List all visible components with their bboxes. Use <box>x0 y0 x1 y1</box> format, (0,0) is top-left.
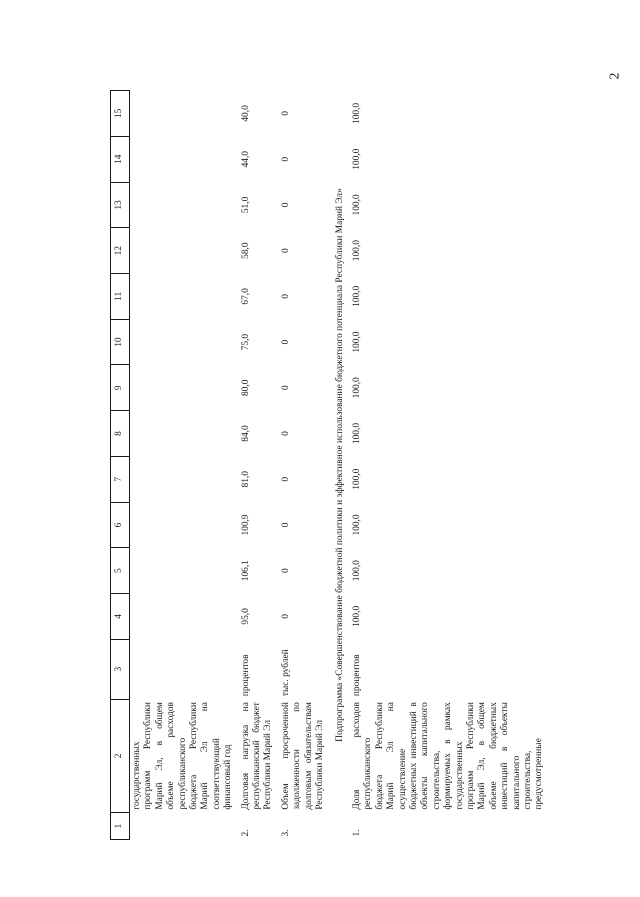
value-cell: 0 <box>280 568 291 574</box>
value-cell: 0 <box>280 476 291 482</box>
column-header: 8 <box>111 411 130 457</box>
value-cell <box>130 365 239 411</box>
row-number: 1. <box>351 829 362 837</box>
unit: тыс. рублей <box>280 649 291 697</box>
value-cell: 84,0 <box>240 425 251 442</box>
value-cell: 58,0 <box>240 242 251 259</box>
value-cell: 0 <box>280 339 291 345</box>
value-cell: 95,0 <box>240 608 251 625</box>
indicator-name: Объем просроченной задолженности по долговым обязательствам Республики Марий Эл <box>280 702 326 810</box>
column-header: 3 <box>111 639 130 699</box>
unit: процентов <box>240 654 251 697</box>
value-cell <box>130 91 239 137</box>
value-cell: 0 <box>280 385 291 391</box>
value-cell: 51,0 <box>240 196 251 214</box>
value-cell: 0 <box>280 614 291 619</box>
value-cell: 100,0 <box>351 422 362 445</box>
column-header: 10 <box>111 319 130 365</box>
column-header: 7 <box>111 456 130 502</box>
value-cell <box>130 136 239 182</box>
value-cell <box>130 502 239 548</box>
page-number: 2 <box>607 72 623 80</box>
table-row <box>239 91 279 840</box>
subprogram-title: Подпрограмма «Совершенствование бюджетной политики и эффективное использование бюджетного потенциала Республики Марий Эл» <box>334 188 345 742</box>
unit: процентов <box>351 654 362 697</box>
column-number-header <box>111 91 130 840</box>
value-cell: 100,0 <box>351 377 362 399</box>
value-cell: 100,0 <box>351 148 362 170</box>
value-cell: 40,0 <box>240 105 251 122</box>
column-header: 11 <box>111 274 130 320</box>
value-cell: 100,0 <box>351 285 362 307</box>
unit <box>130 639 239 699</box>
column-header: 2 <box>111 699 130 813</box>
value-cell: 67,0 <box>240 288 251 305</box>
indicator-name: Доля расходов республиканского бюджета Республики Марий Эл на осуществление бюджетных инвестиций в объекты капитального строительства, формируемых в рамках государственных программ Республики Марий Эл, в общем объеме бюджетных инвестиций в объекты капитального строительства, предусмотренные <box>351 702 545 810</box>
value-cell: 80,0 <box>240 379 251 397</box>
value-cell <box>130 274 239 320</box>
value-cell: 0 <box>280 294 291 299</box>
indicator-name: государственных программ Республики Марий Эл, в общем объеме расходов республиканского бюджета Республики Марий Эл на соответствующий финансовый год <box>132 702 234 810</box>
table-row <box>350 91 550 840</box>
subprogram-row <box>331 91 350 840</box>
value-cell <box>130 182 239 228</box>
value-cell: 75,0 <box>240 333 251 351</box>
value-cell: 100,0 <box>351 331 362 353</box>
value-cell <box>130 411 239 457</box>
value-cell: 0 <box>280 522 291 528</box>
column-header: 14 <box>111 136 130 182</box>
column-header: 15 <box>111 91 130 137</box>
column-header: 13 <box>111 182 130 228</box>
value-cell: 100,0 <box>351 605 362 627</box>
value-cell: 0 <box>280 248 291 253</box>
value-cell: 100,0 <box>351 194 362 216</box>
value-cell: 100,0 <box>351 102 362 124</box>
value-cell <box>130 594 239 640</box>
value-cell <box>130 319 239 365</box>
value-cell <box>130 456 239 502</box>
column-header: 6 <box>111 502 130 548</box>
row-number <box>130 813 239 840</box>
column-header: 5 <box>111 548 130 594</box>
value-cell: 0 <box>280 431 291 436</box>
indicator-name: Долговая нагрузка на республиканский бюджет Республики Марий Эл <box>240 702 274 810</box>
column-header: 4 <box>111 594 130 640</box>
value-cell: 0 <box>280 111 291 116</box>
value-cell: 0 <box>280 156 291 162</box>
table-row <box>130 91 239 840</box>
column-header: 1 <box>111 813 130 840</box>
rotated-table-page <box>110 90 545 840</box>
value-cell: 100,0 <box>351 514 362 536</box>
value-cell <box>130 228 239 274</box>
value-cell: 0 <box>280 202 291 208</box>
value-cell: 100,9 <box>240 514 251 536</box>
value-cell: 100,0 <box>351 468 362 490</box>
value-cell <box>130 548 239 594</box>
value-cell: 106,1 <box>240 560 251 582</box>
value-cell: 100,0 <box>351 560 362 582</box>
indicators-table <box>110 90 550 840</box>
column-header: 9 <box>111 365 130 411</box>
column-header: 12 <box>111 228 130 274</box>
value-cell: 100,0 <box>351 240 362 262</box>
value-cell: 81,0 <box>240 471 251 488</box>
table-row <box>279 91 331 840</box>
row-number: 3. <box>280 829 291 837</box>
row-number: 2. <box>240 829 251 837</box>
value-cell: 44,0 <box>240 151 251 168</box>
